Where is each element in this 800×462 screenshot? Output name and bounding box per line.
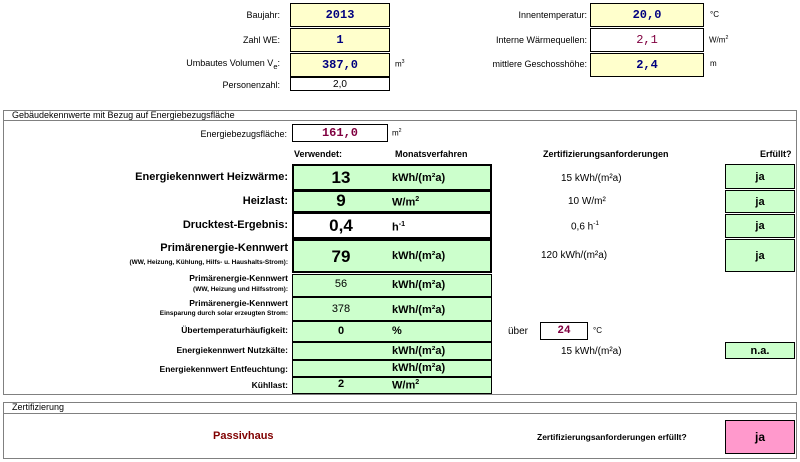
baujahr-input[interactable]: 2013 — [290, 3, 390, 27]
uebertemp-unit: % — [392, 325, 402, 337]
geschoss-input[interactable]: 2,4 — [590, 53, 704, 77]
zertifizierung-divider — [3, 413, 797, 414]
nutzkaelte-unit: kWh/(m²a) — [392, 345, 446, 357]
uebertemp-value: 0 — [337, 325, 345, 337]
volumen-label: Umbautes Volumen $V_e$: — [186, 58, 280, 71]
kennwerte-section-title: Gebäudekennwerte mit Bezug auf Energiebezugsfläche — [12, 110, 235, 120]
flaeche-label: Energiebezugsfläche: — [200, 129, 287, 139]
nutzkaelte-row-label: Energiekennwert Nutzkälte: — [176, 345, 288, 355]
waermequellen-unit: $W/m^2$ — [709, 35, 729, 45]
drucktest-value: 0,4 — [329, 216, 353, 235]
drucktest-unit: $h^{-1}$ — [392, 220, 406, 234]
primaer3-row-label: Primärenergie-Kennwert Einsparung durch solar erzeugten Strom: — [159, 298, 288, 317]
primaer-requirement: 120 kWh/(m²a) — [541, 250, 608, 261]
zertifizierung-section-title: Zertifizierung — [12, 402, 65, 412]
primaer-unit: kWh/(m²a) — [392, 250, 446, 262]
header-erfuellt: Erfüllt? — [760, 149, 792, 159]
heizwaerme-requirement: 15 kWh/(m²a) — [561, 173, 622, 184]
primaer2-value: 56 — [334, 278, 348, 290]
drucktest-requirement: 0,6 $h^{-1}$ — [571, 220, 600, 233]
header-verwendet: Verwendet: — [294, 149, 343, 159]
zertifizierung-result: ja — [725, 420, 795, 454]
primaer-row-label: Primärenergie-Kennwert (WW, Heizung, Kühlung, Hilfs- u. Haushalts-Strom): — [129, 242, 288, 266]
drucktest-row-label: Drucktest-Ergebnis: — [182, 219, 288, 231]
uebertemp-threshold: 24 — [540, 322, 588, 340]
baujahr-label: Baujahr: — [246, 10, 280, 20]
uebertemp-ueber-label: über — [508, 326, 529, 337]
innentemp-label: Innentemperatur: — [518, 10, 587, 20]
geschoss-label: mittlere Geschosshöhe: — [492, 59, 587, 69]
volumen-unit: $m^3$ — [395, 59, 405, 69]
kuehllast-row-label: Kühllast: — [251, 380, 288, 390]
innentemp-input[interactable]: 20,0 — [590, 3, 704, 27]
header-zertifizierung: Zertifizierungsanforderungen — [543, 149, 669, 159]
personen-value: 2,0 — [290, 77, 390, 91]
nutzkaelte-requirement: 15 kWh/(m²a) — [561, 346, 622, 357]
primaer3-value: 378 — [331, 303, 351, 315]
zahl-we-input[interactable]: 1 — [290, 28, 390, 52]
heizlast-unit: $W/m^2$ — [392, 195, 420, 209]
zertifizierung-section — [3, 402, 797, 459]
zahl-we-label: Zahl WE: — [242, 35, 280, 45]
volumen-input[interactable]: 387,0 — [290, 53, 390, 77]
uebertemp-row-label: Übertemperaturhäufigkeit: — [181, 325, 288, 335]
heizwaerme-unit: kWh/(m²a) — [392, 172, 446, 184]
primaer2-unit: kWh/(m²a) — [392, 279, 446, 291]
flaeche-unit: $m^2$ — [392, 128, 402, 138]
kuehllast-unit: $W/m^2$ — [392, 378, 420, 392]
header-monatsverfahren: Monatsverfahren — [395, 149, 468, 159]
kuehllast-value: 2 — [337, 378, 345, 390]
flaeche-value: 161,0 — [292, 124, 388, 142]
heizlast-row-label: Heizlast: — [242, 195, 288, 207]
heizlast-requirement: 10 W/m² — [568, 196, 606, 207]
entfeuchtung-unit: kWh/(m²a) — [392, 362, 446, 374]
uebertemp-threshold-unit: °C — [593, 326, 602, 335]
primaer-value: 79 — [331, 247, 351, 266]
primaer2-row-label: Primärenergie-Kennwert (WW, Heizung und Hilfsstrom): — [189, 273, 288, 293]
heizwaerme-fulfilled: ja — [725, 164, 795, 189]
waermequellen-value: 2,1 — [590, 28, 704, 52]
heizlast-value: 9 — [336, 191, 346, 210]
primaer-fulfilled: ja — [725, 239, 795, 272]
nutzkaelte-fulfilled: n.a. — [725, 342, 795, 359]
personen-label: Personenzahl: — [222, 80, 280, 90]
heizlast-fulfilled: ja — [725, 190, 795, 213]
zertifizierung-standard: Passivhaus — [213, 430, 274, 442]
zertifizierung-question: Zertifizierungsanforderungen erfüllt? — [537, 432, 687, 442]
heizwaerme-value: 13 — [331, 168, 351, 187]
waermequellen-label: Interne Wärmequellen: — [495, 35, 587, 45]
entfeuchtung-row-label: Energiekennwert Entfeuchtung: — [159, 364, 288, 374]
innentemp-unit: °C — [710, 10, 719, 19]
heizwaerme-row-label: Energiekennwert Heizwärme: — [135, 171, 288, 183]
geschoss-unit: m — [710, 59, 717, 68]
primaer3-unit: kWh/(m²a) — [392, 304, 446, 316]
kennwerte-divider — [3, 120, 797, 121]
drucktest-fulfilled: ja — [725, 214, 795, 238]
